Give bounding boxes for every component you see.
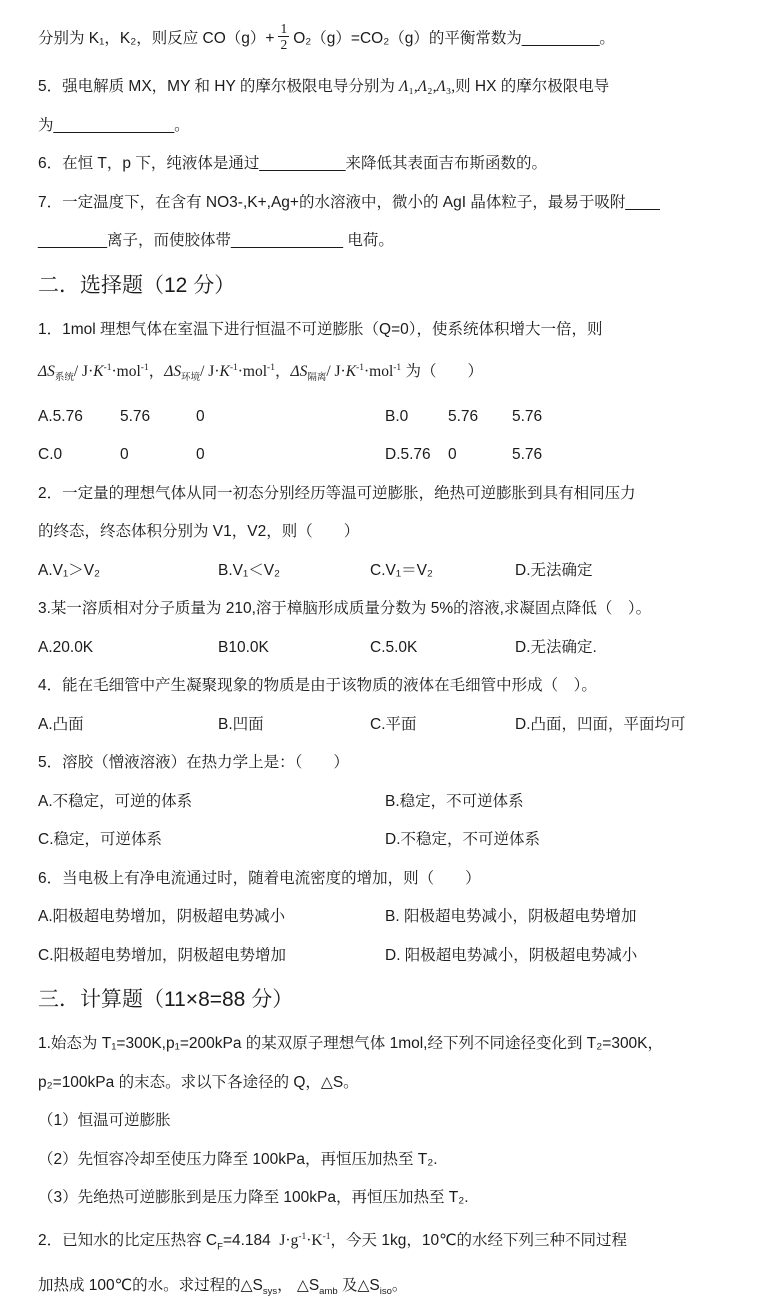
option-cell: A.凸面 xyxy=(38,706,218,745)
mc3-stem: 3.某一溶质相对分子质量为 210,溶于樟脑形成质量分数为 5%的溶液,求凝固点降低（ ）。 xyxy=(38,590,725,629)
q6-line: 6．在恒 T，p 下，纯液体是通过__________来降低其表面吉布斯函数的。 xyxy=(38,145,725,184)
mc6-options-row-2 xyxy=(38,937,725,976)
mc1-stem: 1．1mol 理想气体在室温下进行恒温不可逆膨胀（Q=0），使系统体积增大一倍，则 xyxy=(38,311,725,350)
option-cell: A.5.76 xyxy=(38,398,120,437)
mc2-stem-2: 的终态，终态体积分别为 V1，V2，则（ ） xyxy=(38,513,725,552)
option-cell: D.无法确定 xyxy=(515,552,725,591)
mc1-options-row-1 xyxy=(38,398,725,437)
mc2-stem-1: 2．一定量的理想气体从同一初态分别经历等温可逆膨胀，绝热可逆膨胀到具有相同压力 xyxy=(38,475,725,514)
option-cell: C.平面 xyxy=(370,706,515,745)
mc1-entropy-line: $\Delta S_{系统}/$ $J\cdot K^{-1}\cdot mol^{-1}$，$\Delta S_{环境}/$ $J\cdot K^{-1}\cdot mol^{-1}$，$\Delta S_{隔离}/$ $J\cdot K^{-1}\cdot mol^{-1}$ 为（ ） xyxy=(38,349,725,398)
calc1-part-3: （3）先绝热可逆膨胀到是压力降至 100kPa，再恒压加热至 T₂. xyxy=(38,1179,725,1218)
document-body xyxy=(38,10,725,1311)
calc2-stem-1: 2．已知水的比定压热容 $C_F=4.184$ $J\cdot g^{-1}\cdot K^{-1}$，今天 1kg，10℃的水经下列三种不同过程 xyxy=(38,1218,725,1267)
option-cell: C.阳极超电势增加，阴极超电势增加 xyxy=(38,937,385,976)
q4-equilibrium-line: 分别为 K₁，K₂，则反应 CO（g）+ $\frac{1}{2}$ O₂（g）=CO₂（g）的平衡常数为_________。 xyxy=(38,10,725,68)
mc5-options-row-2 xyxy=(38,821,725,860)
option-cell: 5.76 xyxy=(448,398,512,437)
option-cell: C.0 xyxy=(38,436,120,475)
option-cell: B.V₁＜V₂ xyxy=(218,552,370,591)
mc5-stem: 5．溶胶（憎液溶液）在热力学上是：（ ） xyxy=(38,744,725,783)
mc6-options-row-1 xyxy=(38,898,725,937)
option-cell: 5.76 xyxy=(512,398,725,437)
q5-line-2: 为______________。 xyxy=(38,107,725,146)
option-cell: D.不稳定，不可逆体系 xyxy=(385,821,725,860)
option-cell: C.稳定，可逆体系 xyxy=(38,821,385,860)
option-cell: B.稳定，不可逆体系 xyxy=(385,783,725,822)
mc6-stem: 6．当电极上有净电流通过时，随着电流密度的增加，则（ ） xyxy=(38,860,725,899)
q7-line-2: ________离子，而使胶体带_____________ 电荷。 xyxy=(38,222,725,261)
section-3-heading: 三．计算题（11×8=88 分） xyxy=(38,975,725,1025)
calc1-stem-1: 1.始态为 T₁=300K,p₁=200kPa 的某双原子理想气体 1mol,经下列不同途径变化到 T₂=300K， xyxy=(38,1025,725,1064)
mc1-options-row-2 xyxy=(38,436,725,475)
mc3-options-row xyxy=(38,629,725,668)
option-cell: A.V₁＞V₂ xyxy=(38,552,218,591)
mc4-stem: 4．能在毛细管中产生凝聚现象的物质是由于该物质的液体在毛细管中形成（ ）。 xyxy=(38,667,725,706)
option-cell: A.阳极超电势增加，阴极超电势减小 xyxy=(38,898,385,937)
option-cell: C.V₁＝V₂ xyxy=(370,552,515,591)
calc1-stem-2: p₂=100kPa 的末态。求以下各途径的 Q，△S。 xyxy=(38,1064,725,1103)
calc1-part-1: （1）恒温可逆膨胀 xyxy=(38,1102,725,1141)
option-cell: D. 阳极超电势减小，阴极超电势减小 xyxy=(385,937,725,976)
option-cell: 0 xyxy=(120,436,196,475)
option-cell: A.不稳定，可逆的体系 xyxy=(38,783,385,822)
section-2-heading: 二．选择题（12 分） xyxy=(38,261,725,311)
calc2-stem-2: 加热成 100℃的水。求过程的$\triangle S_{sys}$， $\triangle S_{amb}$ 及$\triangle S_{iso}$。 xyxy=(38,1267,725,1311)
option-cell: 0 xyxy=(196,436,385,475)
option-cell: C.5.0K xyxy=(370,629,515,668)
option-cell: D.无法确定. xyxy=(515,629,725,668)
option-cell: B.0 xyxy=(385,398,448,437)
q5-line-1: 5．强电解质 MX，MY 和 HY 的摩尔极限电导分别为 Λ₁,Λ₂,Λ₃,则 HX 的摩尔极限电导 xyxy=(38,68,725,107)
option-cell: 5.76 xyxy=(120,398,196,437)
q7-line-1: 7．一定温度下，在含有 NO3-,K+,Ag+的水溶液中，微小的 AgI 晶体粒子，最易于吸附____ xyxy=(38,184,725,223)
option-cell: D.5.76 xyxy=(385,436,448,475)
calc1-part-2: （2）先恒容冷却至使压力降至 100kPa，再恒压加热至 T₂. xyxy=(38,1141,725,1180)
option-cell: A.20.0K xyxy=(38,629,218,668)
option-cell: B10.0K xyxy=(218,629,370,668)
mc2-options-row xyxy=(38,552,725,591)
option-cell: B.凹面 xyxy=(218,706,370,745)
mc5-options-row-1 xyxy=(38,783,725,822)
option-cell: D.凸面，凹面，平面均可 xyxy=(515,706,725,745)
option-cell: 5.76 xyxy=(512,436,725,475)
mc4-options-row xyxy=(38,706,725,745)
option-cell: B. 阳极超电势减小，阴极超电势增加 xyxy=(385,898,725,937)
option-cell: 0 xyxy=(196,398,385,437)
option-cell: 0 xyxy=(448,436,512,475)
